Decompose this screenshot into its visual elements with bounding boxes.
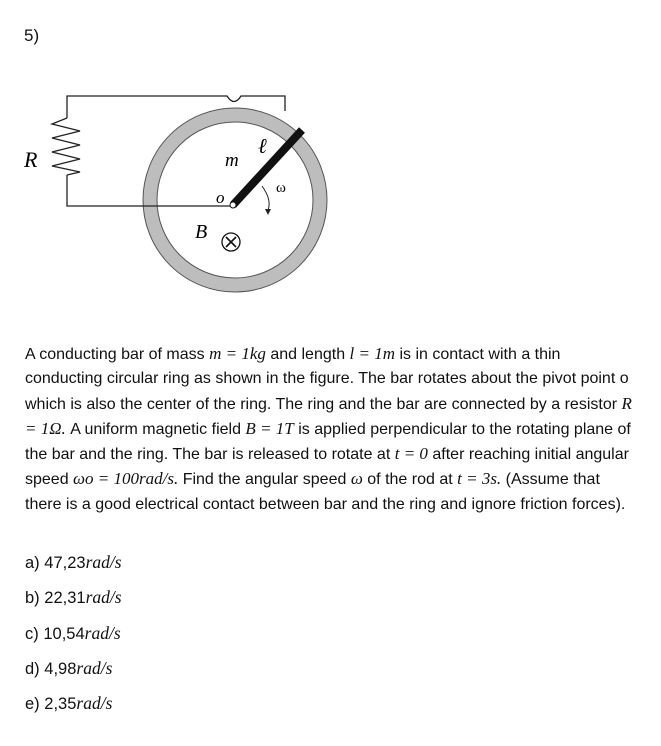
option-unit: rad/s [85, 587, 122, 608]
option-value: 22,31 [44, 589, 86, 608]
answer-options [25, 548, 122, 724]
omega-symbol: ω [350, 469, 363, 489]
pivot-label: o [216, 188, 225, 207]
rotation-arrow [262, 186, 269, 210]
length-label: ℓ [258, 134, 267, 158]
option-d[interactable] [25, 654, 122, 689]
field-label: B [195, 221, 208, 243]
omega-label: ω [276, 180, 286, 196]
mass-label: m [225, 150, 239, 171]
option-letter: b) [25, 589, 40, 608]
option-value: 2,35 [44, 695, 77, 714]
length-equation: l = 1m [349, 344, 396, 363]
option-letter: a) [25, 554, 40, 572]
option-value: 47,23 [44, 554, 86, 572]
option-unit: rad/s [76, 693, 113, 714]
option-value: 4,98 [44, 659, 77, 678]
option-c[interactable] [25, 619, 122, 654]
option-a[interactable] [25, 548, 122, 583]
text-s8: of the rod at [367, 471, 453, 489]
option-letter: c) [25, 624, 39, 643]
circuit-figure [0, 80, 661, 310]
resistance-equation: R = 1Ω. [25, 393, 632, 438]
mass-equation: m = 1kg [209, 344, 266, 363]
text-s3: is in contact with a thin conducting circular ring as shown in the figure. The bar rotates about the pivot point o which is also the center of the ring. The ring and the bar are connected by a resistor [25, 346, 629, 413]
option-letter: e) [25, 695, 40, 714]
question-number: 5) [24, 26, 40, 45]
text-s9: (Assume that there is a good electrical contact between bar and the ring and ignore friction forces). [25, 471, 626, 513]
option-e[interactable] [25, 689, 122, 724]
text-s1: A conducting bar of mass [25, 346, 205, 363]
conducting-bar [233, 130, 302, 205]
option-unit: rad/s [84, 622, 121, 643]
resistor-symbol [52, 118, 80, 175]
text-s6: after reaching initial angular speed [25, 446, 629, 489]
option-b[interactable] [25, 583, 122, 618]
text-s2: and length [270, 346, 346, 363]
field-equation: B = 1T [245, 418, 294, 438]
problem-statement [25, 342, 637, 517]
option-letter: d) [25, 659, 40, 678]
option-unit: rad/s [76, 657, 113, 678]
text-s4: A uniform magnetic field [70, 420, 241, 438]
time-zero-equation: t = 0 [394, 444, 428, 464]
rotation-arrowhead [265, 209, 271, 215]
option-value: 10,54 [43, 624, 85, 643]
initial-speed-equation: ωo = 100rad/s. [73, 469, 179, 489]
time-three-equation: t = 3s. [457, 469, 502, 489]
option-unit: rad/s [85, 552, 122, 572]
text-s7: Find the angular speed [182, 471, 347, 489]
text-s5: is applied perpendicular to the rotating plane of the bar and the ring. The bar is released to rotate at [25, 420, 631, 464]
pivot-point [230, 202, 236, 208]
resistor-label: R [24, 147, 38, 172]
